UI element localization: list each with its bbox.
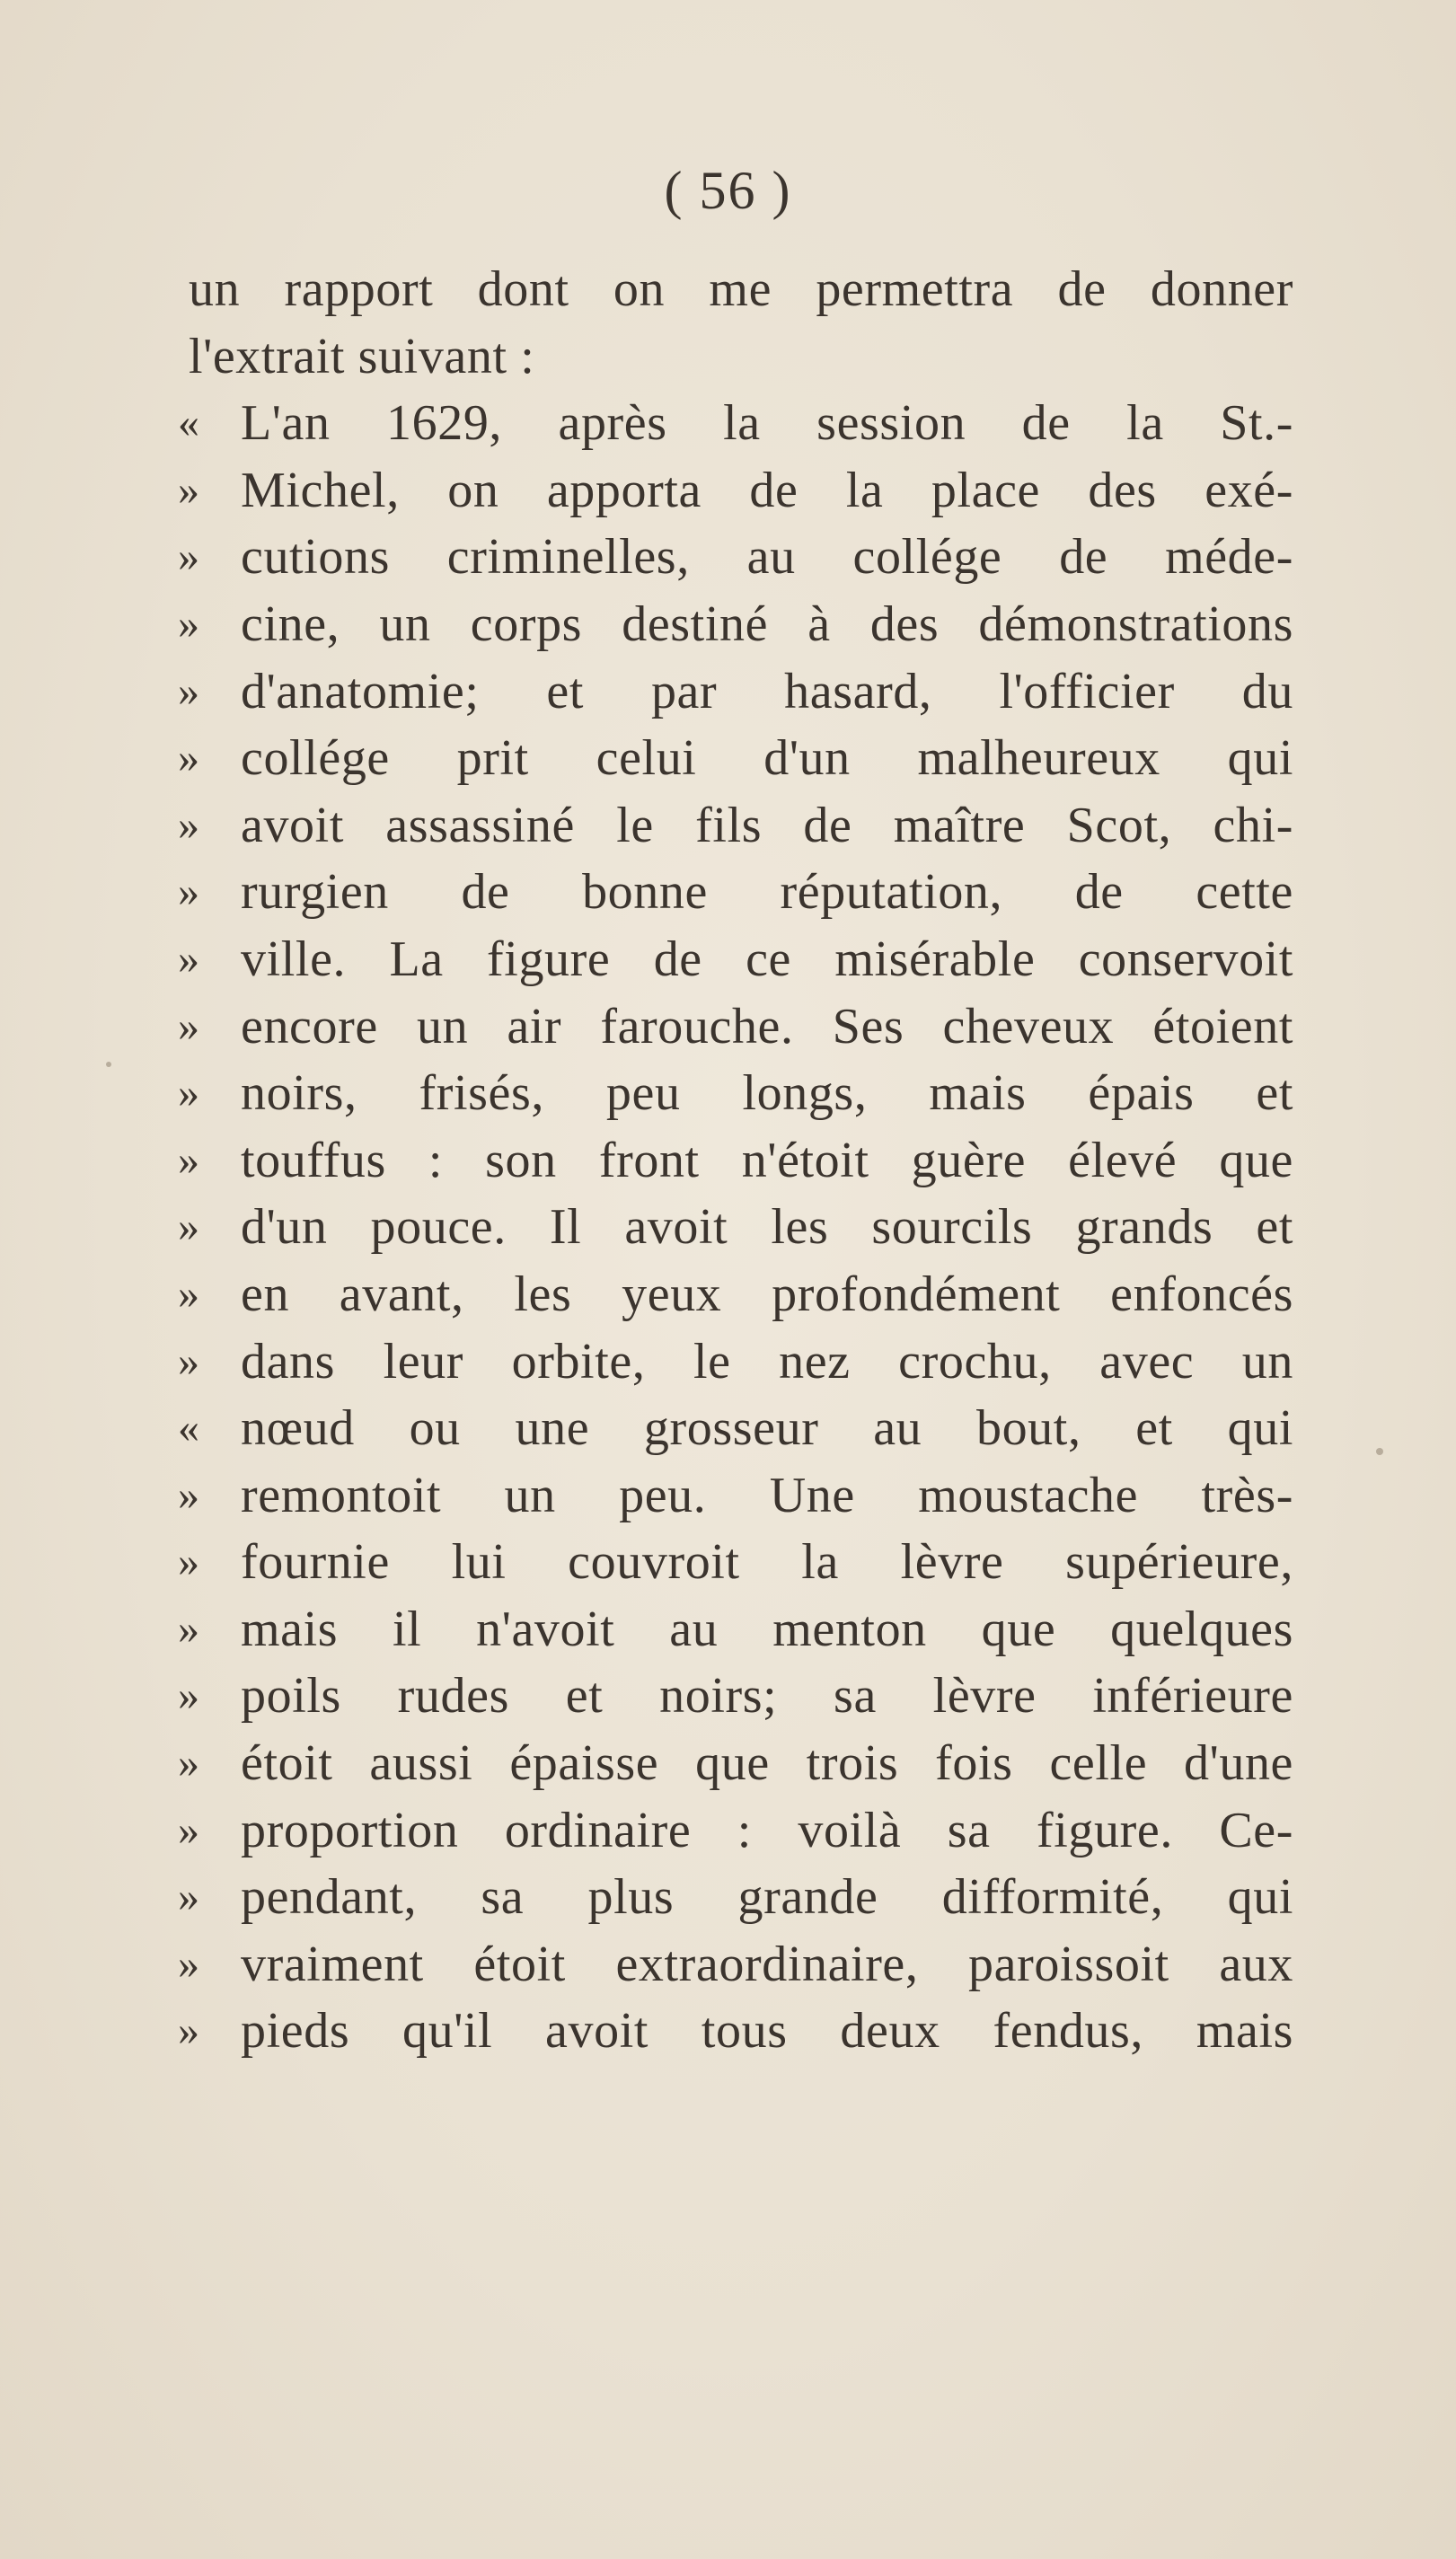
quoted-line bbox=[178, 725, 1293, 792]
quoted-line bbox=[178, 1328, 1293, 1396]
quoted-line bbox=[178, 457, 1293, 525]
quote-mark: » bbox=[178, 934, 200, 983]
quote-mark: » bbox=[178, 1337, 200, 1385]
body-text bbox=[178, 256, 1293, 2065]
quote-mark: » bbox=[178, 1269, 200, 1318]
quoted-line bbox=[178, 1060, 1293, 1127]
line-text: poils rudes et noirs; sa lèvre inférieure bbox=[241, 1668, 1293, 1725]
line-text: d'anatomie; et par hasard, l'officier du bbox=[241, 663, 1293, 719]
quoted-line bbox=[178, 993, 1293, 1061]
paper-speck bbox=[106, 1062, 111, 1067]
quoted-line bbox=[178, 1730, 1293, 1797]
quoted-line bbox=[178, 792, 1293, 860]
line-text: en avant, les yeux profondément enfoncés bbox=[241, 1266, 1293, 1322]
quote-mark: » bbox=[178, 1135, 200, 1184]
quoted-line bbox=[178, 1797, 1293, 1865]
quote-mark: « bbox=[178, 399, 200, 447]
quote-mark: » bbox=[178, 1069, 200, 1117]
quoted-line bbox=[178, 1261, 1293, 1328]
quoted-line bbox=[178, 1529, 1293, 1596]
quote-mark: » bbox=[178, 1672, 200, 1720]
line-text: encore un air farouche. Ses cheveux étoient bbox=[241, 998, 1293, 1054]
quote-mark: » bbox=[178, 1939, 200, 1988]
quote-mark: » bbox=[178, 533, 200, 581]
quoted-line bbox=[178, 1127, 1293, 1195]
quote-mark: » bbox=[178, 666, 200, 715]
line-text: mais il n'avoit au menton que quelques bbox=[241, 1601, 1293, 1657]
line-text: pendant, sa plus grande difformité, qui bbox=[241, 1869, 1293, 1926]
quote-mark: » bbox=[178, 1002, 200, 1050]
quote-mark: » bbox=[178, 868, 200, 916]
line-text: rurgien de bonne réputation, de cette bbox=[241, 864, 1293, 921]
line-text: ville. La figure de ce misérable conservoit bbox=[241, 931, 1293, 987]
quote-mark: » bbox=[178, 2007, 200, 2055]
line-text: remontoit un peu. Une moustache très- bbox=[241, 1467, 1293, 1523]
line-text: étoit aussi épaisse que trois fois celle d'une bbox=[241, 1735, 1293, 1792]
quote-mark: » bbox=[178, 1739, 200, 1787]
line-text: L'an 1629, après la session de la St.- bbox=[241, 395, 1293, 452]
line-text: Michel, on apporta de la place des exé- bbox=[241, 462, 1293, 518]
quoted-line bbox=[178, 1462, 1293, 1530]
quote-mark: » bbox=[178, 734, 200, 782]
quote-mark: » bbox=[178, 599, 200, 648]
line-text: pieds qu'il avoit tous deux fendus, mais bbox=[241, 2003, 1293, 2060]
line-text: collége prit celui d'un malheureux qui bbox=[241, 730, 1293, 787]
quoted-line bbox=[178, 1194, 1293, 1261]
line-text: noirs, frisés, peu longs, mais épais et bbox=[241, 1065, 1293, 1122]
quoted-line bbox=[178, 591, 1293, 658]
line-text: dans leur orbite, le nez crochu, avec un bbox=[241, 1333, 1293, 1390]
line-text: vraiment étoit extraordinaire, paroissoit aux bbox=[241, 1936, 1293, 1992]
text-line bbox=[189, 256, 1293, 323]
line-text: avoit assassiné le fils de maître Scot, chi- bbox=[241, 797, 1293, 853]
quoted-line bbox=[178, 926, 1293, 993]
line-text: touffus : son front n'étoit guère élevé que bbox=[241, 1132, 1293, 1188]
text-line bbox=[189, 323, 1293, 391]
quoted-line bbox=[178, 1663, 1293, 1730]
line-text: cine, un corps destiné à des démonstrations bbox=[241, 596, 1293, 652]
quoted-line bbox=[178, 390, 1293, 457]
line-text: proportion ordinaire : voilà sa figure. Ce- bbox=[241, 1802, 1293, 1858]
quote-mark: » bbox=[178, 1538, 200, 1586]
quoted-line bbox=[178, 658, 1293, 726]
line-text: nœud ou une grosseur au bout, et qui bbox=[241, 1400, 1293, 1457]
quoted-line bbox=[178, 524, 1293, 591]
quote-mark: » bbox=[178, 1604, 200, 1653]
quoted-line bbox=[178, 1931, 1293, 1999]
quote-mark: » bbox=[178, 1873, 200, 1921]
line-text: d'un pouce. Il avoit les sourcils grands et bbox=[241, 1199, 1293, 1256]
line-text: l'extrait suivant : bbox=[189, 328, 535, 384]
line-text: fournie lui couvroit la lèvre supérieure, bbox=[241, 1534, 1293, 1591]
quote-mark: » bbox=[178, 1470, 200, 1519]
quote-mark: « bbox=[178, 1404, 200, 1452]
quoted-line bbox=[178, 859, 1293, 926]
quote-mark: » bbox=[178, 1805, 200, 1854]
quoted-line bbox=[178, 1596, 1293, 1663]
quoted-line bbox=[178, 1864, 1293, 1931]
quoted-line bbox=[178, 1395, 1293, 1462]
line-text: cutions criminelles, au collége de méde- bbox=[241, 529, 1293, 586]
quote-mark: » bbox=[178, 465, 200, 514]
paper-speck bbox=[1376, 1448, 1383, 1455]
quoted-line bbox=[178, 1998, 1293, 2065]
line-text: un rapport dont on me permettra de donner bbox=[189, 261, 1293, 317]
quote-mark: » bbox=[178, 1203, 200, 1251]
quote-mark: » bbox=[178, 800, 200, 849]
page-number: ( 56 ) bbox=[664, 161, 792, 220]
